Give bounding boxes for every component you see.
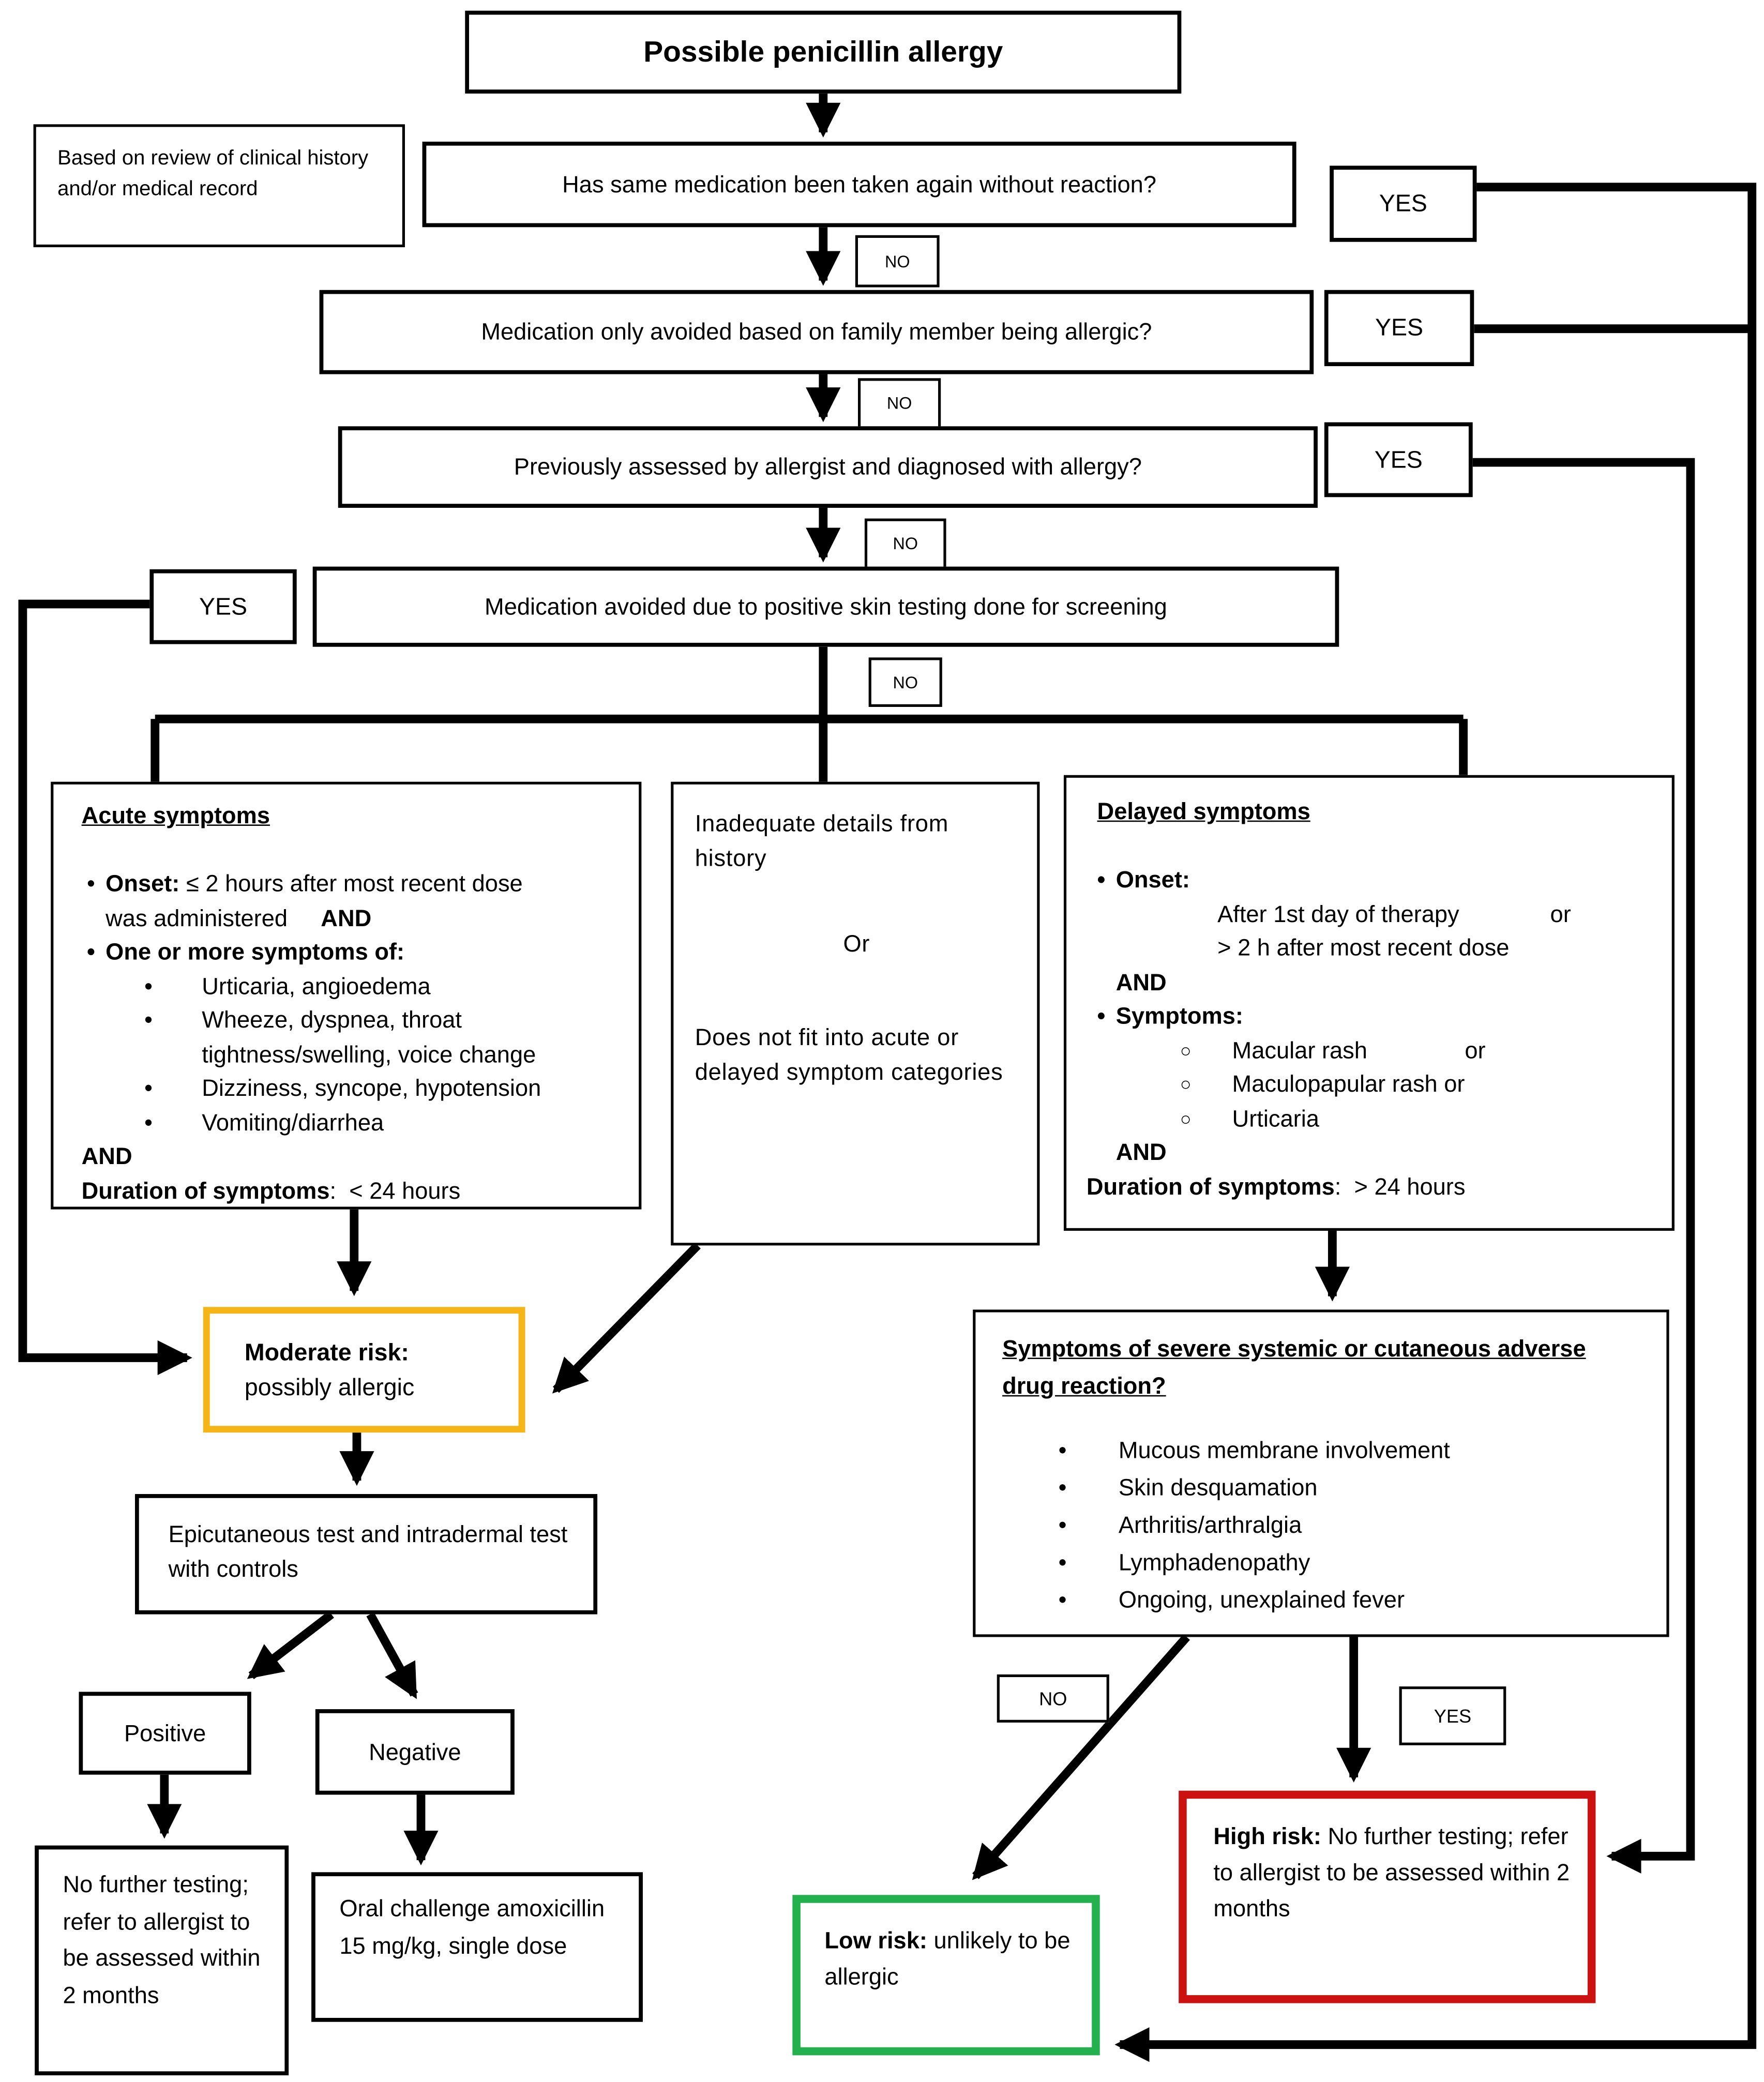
oral-challenge-box xyxy=(311,1872,643,2021)
moderate-risk-text: possibly allergic xyxy=(244,1374,415,1401)
question-previously-assessed xyxy=(338,426,1318,508)
question-skin-testing xyxy=(313,567,1339,647)
no-label-q4 xyxy=(869,657,942,707)
no-label-q3 xyxy=(865,519,946,569)
delayed-symptom-1: Macular rash or xyxy=(1232,1036,1486,1063)
question-taken-again xyxy=(423,142,1296,227)
moderate-risk-label: Moderate risk: xyxy=(244,1339,409,1366)
yes-label-q4-text: YES xyxy=(199,593,248,620)
bullet-icon: • xyxy=(86,938,95,965)
high-risk-text: No further testing; refer to allergist to be assessed within 2 months xyxy=(1213,1822,1570,1922)
acute-and-1: AND xyxy=(321,904,372,931)
acute-symptom-2: Wheeze, dyspnea, throat tightness/swelling, voice change xyxy=(202,1006,536,1067)
no-further-testing-text: No further testing; refer to allergist to be assessed within 2 months xyxy=(63,1870,261,2008)
yes-label-q2-text: YES xyxy=(1375,314,1424,341)
yes-label-q3-text: YES xyxy=(1374,445,1423,473)
severe-bullet-1: Mucous membrane involvement xyxy=(1118,1436,1450,1464)
delayed-onset-line1: After 1st day of therapy or xyxy=(1217,900,1571,927)
question-taken-again-text: Has same medication been taken again without reaction? xyxy=(562,170,1156,198)
delayed-title: Delayed symptoms xyxy=(1097,797,1310,825)
severe-bullet-4: Lymphadenopathy xyxy=(1118,1548,1310,1576)
yes-label-q1 xyxy=(1330,165,1476,242)
acute-duration-label: Duration of symptoms xyxy=(81,1176,330,1203)
bullet-icon: • xyxy=(1058,1586,1067,1613)
high-risk-label: High risk: xyxy=(1213,1822,1321,1850)
acute-onset-label: Onset: xyxy=(105,870,180,897)
inadequate-line1: Inadequate details from history xyxy=(695,809,949,871)
severe-bullet-5: Ongoing, unexplained fever xyxy=(1118,1586,1405,1613)
acute-onset-text: ≤ 2 hours after most recent dose xyxy=(186,870,523,897)
severe-bullet-3: Arthritis/arthralgia xyxy=(1118,1511,1302,1538)
delayed-onset-line2: > 2 h after most recent dose xyxy=(1217,934,1510,961)
no-further-testing-box xyxy=(35,1846,289,2075)
delayed-duration-text: : > 24 hours xyxy=(1334,1172,1466,1200)
arrow-inadequate-to-moderate xyxy=(556,1245,698,1390)
negative-text: Negative xyxy=(369,1738,461,1765)
negative-box xyxy=(315,1709,515,1794)
no-label-q3-text: NO xyxy=(893,534,918,553)
severe-bullet-2: Skin desquamation xyxy=(1118,1474,1318,1501)
arrow-epicutaneous-to-positive xyxy=(251,1615,331,1676)
circle-bullet-icon: ○ xyxy=(1180,1039,1192,1061)
severe-reaction-box xyxy=(973,1309,1669,1637)
bullet-icon: • xyxy=(144,1006,153,1033)
yes-label-severe xyxy=(1399,1686,1506,1745)
no-label-q4-text: NO xyxy=(893,673,918,692)
bullet-icon: • xyxy=(144,972,153,999)
low-risk-text: unlikely to be allergic xyxy=(824,1927,1071,1990)
acute-symptom-1: Urticaria, angioedema xyxy=(202,972,431,999)
moderate-risk-box xyxy=(203,1307,525,1432)
acute-one-or-more: One or more symptoms of: xyxy=(105,938,405,965)
acute-symptom-3: Dizziness, syncope, hypotension xyxy=(202,1074,541,1102)
no-label-q2-text: NO xyxy=(886,394,912,413)
delayed-symptom-2: Maculopapular rash or xyxy=(1232,1070,1465,1097)
circle-bullet-icon: ○ xyxy=(1180,1107,1192,1129)
delayed-symptoms-label: Symptoms: xyxy=(1115,1002,1243,1029)
bullet-icon: • xyxy=(1058,1548,1067,1576)
arrow-severe-no-to-low xyxy=(975,1637,1186,1877)
low-risk-label: Low risk: xyxy=(824,1927,927,1954)
circle-bullet-icon: ○ xyxy=(1180,1073,1192,1095)
question-family-member xyxy=(320,290,1314,374)
branch-lines xyxy=(155,647,1464,782)
no-label-q1 xyxy=(855,235,940,288)
severe-reaction-title: Symptoms of severe systemic or cutaneous adverse drug reaction? xyxy=(1002,1335,1586,1399)
yes-label-q1-text: YES xyxy=(1379,189,1427,217)
delayed-and-2: AND xyxy=(1115,1138,1167,1166)
bullet-icon: • xyxy=(1097,866,1106,893)
positive-text: Positive xyxy=(124,1719,206,1746)
yes-label-severe-text: YES xyxy=(1434,1705,1472,1727)
question-previously-assessed-text: Previously assessed by allergist and diagnosed with allergy? xyxy=(514,453,1142,480)
bullet-icon: • xyxy=(1058,1436,1067,1464)
delayed-onset-label: Onset: xyxy=(1115,866,1190,893)
inadequate-line2: Does not fit into acute or delayed symptom categories xyxy=(695,1023,1003,1085)
acute-title: Acute symptoms xyxy=(81,802,270,829)
arrow-epicutaneous-to-negative xyxy=(370,1615,414,1695)
note-box xyxy=(34,124,405,247)
high-risk-box xyxy=(1179,1791,1595,2003)
delayed-duration-label: Duration of symptoms xyxy=(1086,1172,1335,1200)
yes-label-q2 xyxy=(1324,290,1474,366)
bullet-icon: • xyxy=(1097,1002,1106,1029)
bullet-icon: • xyxy=(86,870,95,897)
title-box xyxy=(465,11,1181,94)
acute-duration-text: : < 24 hours xyxy=(329,1176,461,1203)
bullet-icon: • xyxy=(144,1074,153,1102)
no-label-severe-text: NO xyxy=(1039,1687,1067,1710)
low-risk-box xyxy=(792,1895,1099,2055)
no-label-severe xyxy=(997,1674,1109,1723)
question-family-member-text: Medication only avoided based on family member being allergic? xyxy=(481,318,1152,345)
delayed-symptoms-box xyxy=(1064,775,1675,1231)
epicutaneous-test-text: Epicutaneous test and intradermal test with controls xyxy=(168,1520,568,1582)
acute-and-2: AND xyxy=(81,1142,132,1170)
question-skin-testing-text: Medication avoided due to positive skin testing done for screening xyxy=(485,593,1167,620)
no-label-q1-text: NO xyxy=(884,252,910,271)
positive-box xyxy=(79,1692,251,1774)
delayed-and-1: AND xyxy=(1115,968,1167,995)
yes-label-q4 xyxy=(149,569,296,644)
inadequate-details-box xyxy=(671,782,1039,1246)
oral-challenge-text: Oral challenge amoxicillin 15 mg/kg, single dose xyxy=(339,1895,605,1958)
inadequate-or: Or xyxy=(843,930,870,957)
note-text: Based on review of clinical history and/or medical record xyxy=(57,147,369,200)
page-title: Possible penicillin allergy xyxy=(643,35,1003,68)
acute-symptoms-box xyxy=(51,782,641,1210)
no-label-q2 xyxy=(858,378,941,429)
acute-symptom-4: Vomiting/diarrhea xyxy=(202,1108,384,1136)
acute-onset-text2: was administered xyxy=(105,904,288,931)
bullet-icon: • xyxy=(1058,1511,1067,1538)
epicutaneous-test-box xyxy=(135,1494,597,1615)
bullet-icon: • xyxy=(144,1108,153,1136)
bullet-icon: • xyxy=(1058,1474,1067,1501)
yes-label-q3 xyxy=(1324,423,1473,497)
delayed-symptom-3: Urticaria xyxy=(1232,1104,1319,1131)
